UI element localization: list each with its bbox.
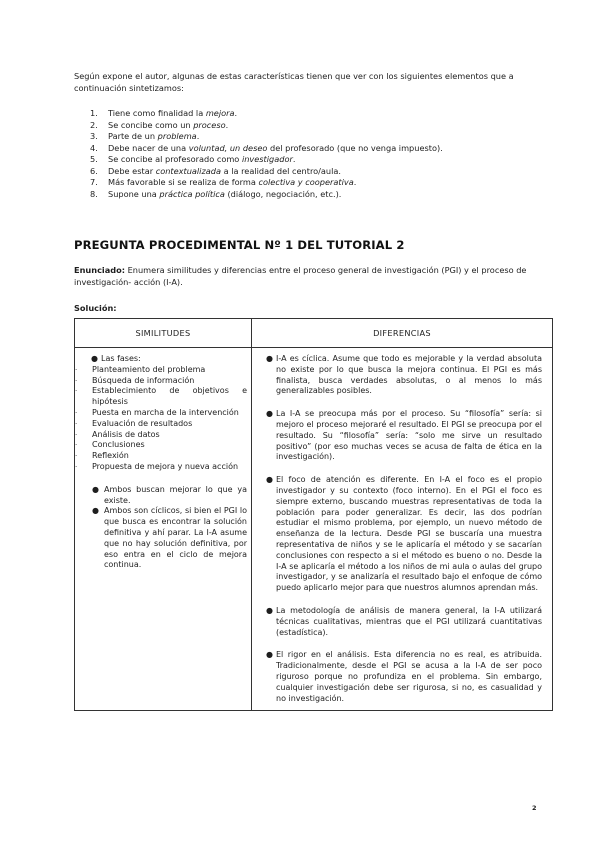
similitudes-header: SIMILITUDES xyxy=(75,319,252,348)
bullet-icon: · xyxy=(75,452,78,461)
list-item: 3. Parte de un problema. xyxy=(90,131,200,141)
bullet-icon: ● xyxy=(92,506,99,516)
bullet-icon: ● xyxy=(266,650,273,660)
diferencias-header: DIFERENCIAS xyxy=(252,319,553,348)
table-header-row xyxy=(75,319,553,348)
list-item: · Planteamiento del problema xyxy=(75,364,206,374)
list-item: · Puesta en marcha de la intervención xyxy=(75,407,239,417)
similarities-list xyxy=(88,485,247,571)
list-item: · Reflexión xyxy=(75,451,129,461)
table-row xyxy=(75,348,553,711)
fases-bullet: ● Las fases: xyxy=(91,354,141,363)
list-item: 6. Debe estar contextualizada a la realidad del centro/aula. xyxy=(90,165,342,176)
list-item: ● El rigor en el análisis. Esta diferencia no es real, es atribuida. Tradicionalmente, desde el PGI se acusa a la I-A de ser poco riguroso porque no profundiza en el problema. Sin embargo, cualquier investigación debe ser rigurosa, si no, es casualidad y no investigación. xyxy=(266,650,542,703)
bullet-icon: · xyxy=(75,462,78,471)
bullet-icon: · xyxy=(75,430,78,439)
bullet-icon: ● xyxy=(266,409,273,419)
bullet-icon: ● xyxy=(91,354,98,363)
bullet-icon: ● xyxy=(92,484,99,494)
bullet-icon: · xyxy=(75,387,78,396)
list-item: 2. Se concibe como un proceso. xyxy=(90,119,229,130)
list-item: ● Ambos buscan mejorar lo que ya existe. xyxy=(92,484,247,505)
list-item: ● I-A es cíclica. Asume que todo es mejorable y la verdad absoluta no existe por lo que busca la mejora continua. El PGI es más finalista, busca verdades absolutas, o al menos lo más generalizables posibles. xyxy=(266,354,542,396)
bullet-icon: · xyxy=(75,441,78,450)
comparison-table xyxy=(74,318,553,711)
list-item: ● La I-A se preocupa más por el proceso. Su “filosofía” sería: si mejoro el proceso mejoraré el resultado. El PGI se preocupa por el resultado. Su “filosofía” sería: “solo me sirve un resultado positivo” (por eso muchas veces se acusa de falta de ética en la investigación). xyxy=(266,409,542,462)
list-item: 1. Tiene como finalidad la mejora. xyxy=(90,108,238,118)
similitudes-cell xyxy=(75,348,252,711)
list-item: · Evaluación de resultados xyxy=(75,418,193,428)
bullet-icon: · xyxy=(75,408,78,417)
solucion-label: Solución: xyxy=(74,303,117,313)
bullet-icon: ● xyxy=(266,354,273,363)
list-item: · Búsqueda de información xyxy=(75,375,195,385)
list-item: ● La metodología de análisis de manera general, la I-A utilizará técnicas cualitativas, mientras que el PGI utilizará cuantitativas (estadística). xyxy=(266,605,542,637)
page-number: 2 xyxy=(532,804,537,812)
bullet-icon: · xyxy=(75,376,78,385)
diferencias-cell xyxy=(252,348,553,711)
bullet-icon: ● xyxy=(266,605,273,615)
enunciado-text: Enumera similitudes y diferencias entre el proceso general de investigación (PGI) y el proceso de investigación- acción (I-A). xyxy=(74,265,527,287)
enunciado-paragraph xyxy=(74,265,534,288)
enunciado-label: Enunciado: xyxy=(74,265,126,275)
characteristics-list xyxy=(90,108,510,200)
bullet-icon: · xyxy=(75,419,78,428)
list-item: 7. Más favorable si se realiza de forma colectiva y cooperativa. xyxy=(90,177,357,187)
intro-paragraph: Según expone el autor, algunas de estas características tienen que ver con los siguientes elementos que a continuación sintetizamos: xyxy=(74,71,514,93)
bullet-icon: ● xyxy=(266,475,273,485)
section-heading: PREGUNTA PROCEDIMENTAL Nº 1 DEL TUTORIAL 2 xyxy=(74,238,405,252)
list-item: 5. Se concibe al profesorado como investigador. xyxy=(90,154,296,164)
list-item: · Conclusiones xyxy=(75,440,145,450)
bullet-icon: · xyxy=(75,365,78,374)
list-item: 8. Supone una práctica política (diálogo, negociación, etc.). xyxy=(90,188,342,199)
list-item: · Establecimiento de objetivos e hipótesis xyxy=(75,386,247,407)
list-item: 4. Debe nacer de una voluntad, un deseo del profesorado (que no venga impuesto). xyxy=(90,142,443,153)
list-item: ● Ambos son cíclicos, si bien el PGI lo que busca es encontrar la solución definitiva y ahí parar. La I-A asume que no hay solución definitiva, por eso entra en el ciclo de mejora continua. xyxy=(92,506,247,570)
list-item: · Análisis de datos xyxy=(75,429,160,439)
phases-list xyxy=(75,364,247,473)
list-item: ● El foco de atención es diferente. En I-A el foco es el propio investigador y su contexto (foco interno). En el PGI el foco es siempre externo, buscando muestras representativas de toda la población para poder generalizar. Es decir, las dos podrían estudiar el mismo problema, por ejemplo, un nuevo método de enseñanza de la lectura. Desde PGI se buscaría una muestra representativa de niños y se le aplicaría el método y se sacarían conclusiones con respecto a si el método es bueno o no. Desde la I-A se aplicaría el método a los niños de mi aula o aulas del grupo investigador, y se analizaría el resultado bajo el enfoque de cómo puedo aplicarlo mejor para que nuestros alumnos aprendan más. xyxy=(266,475,542,593)
list-item: · Propuesta de mejora y nueva acción xyxy=(75,461,239,471)
